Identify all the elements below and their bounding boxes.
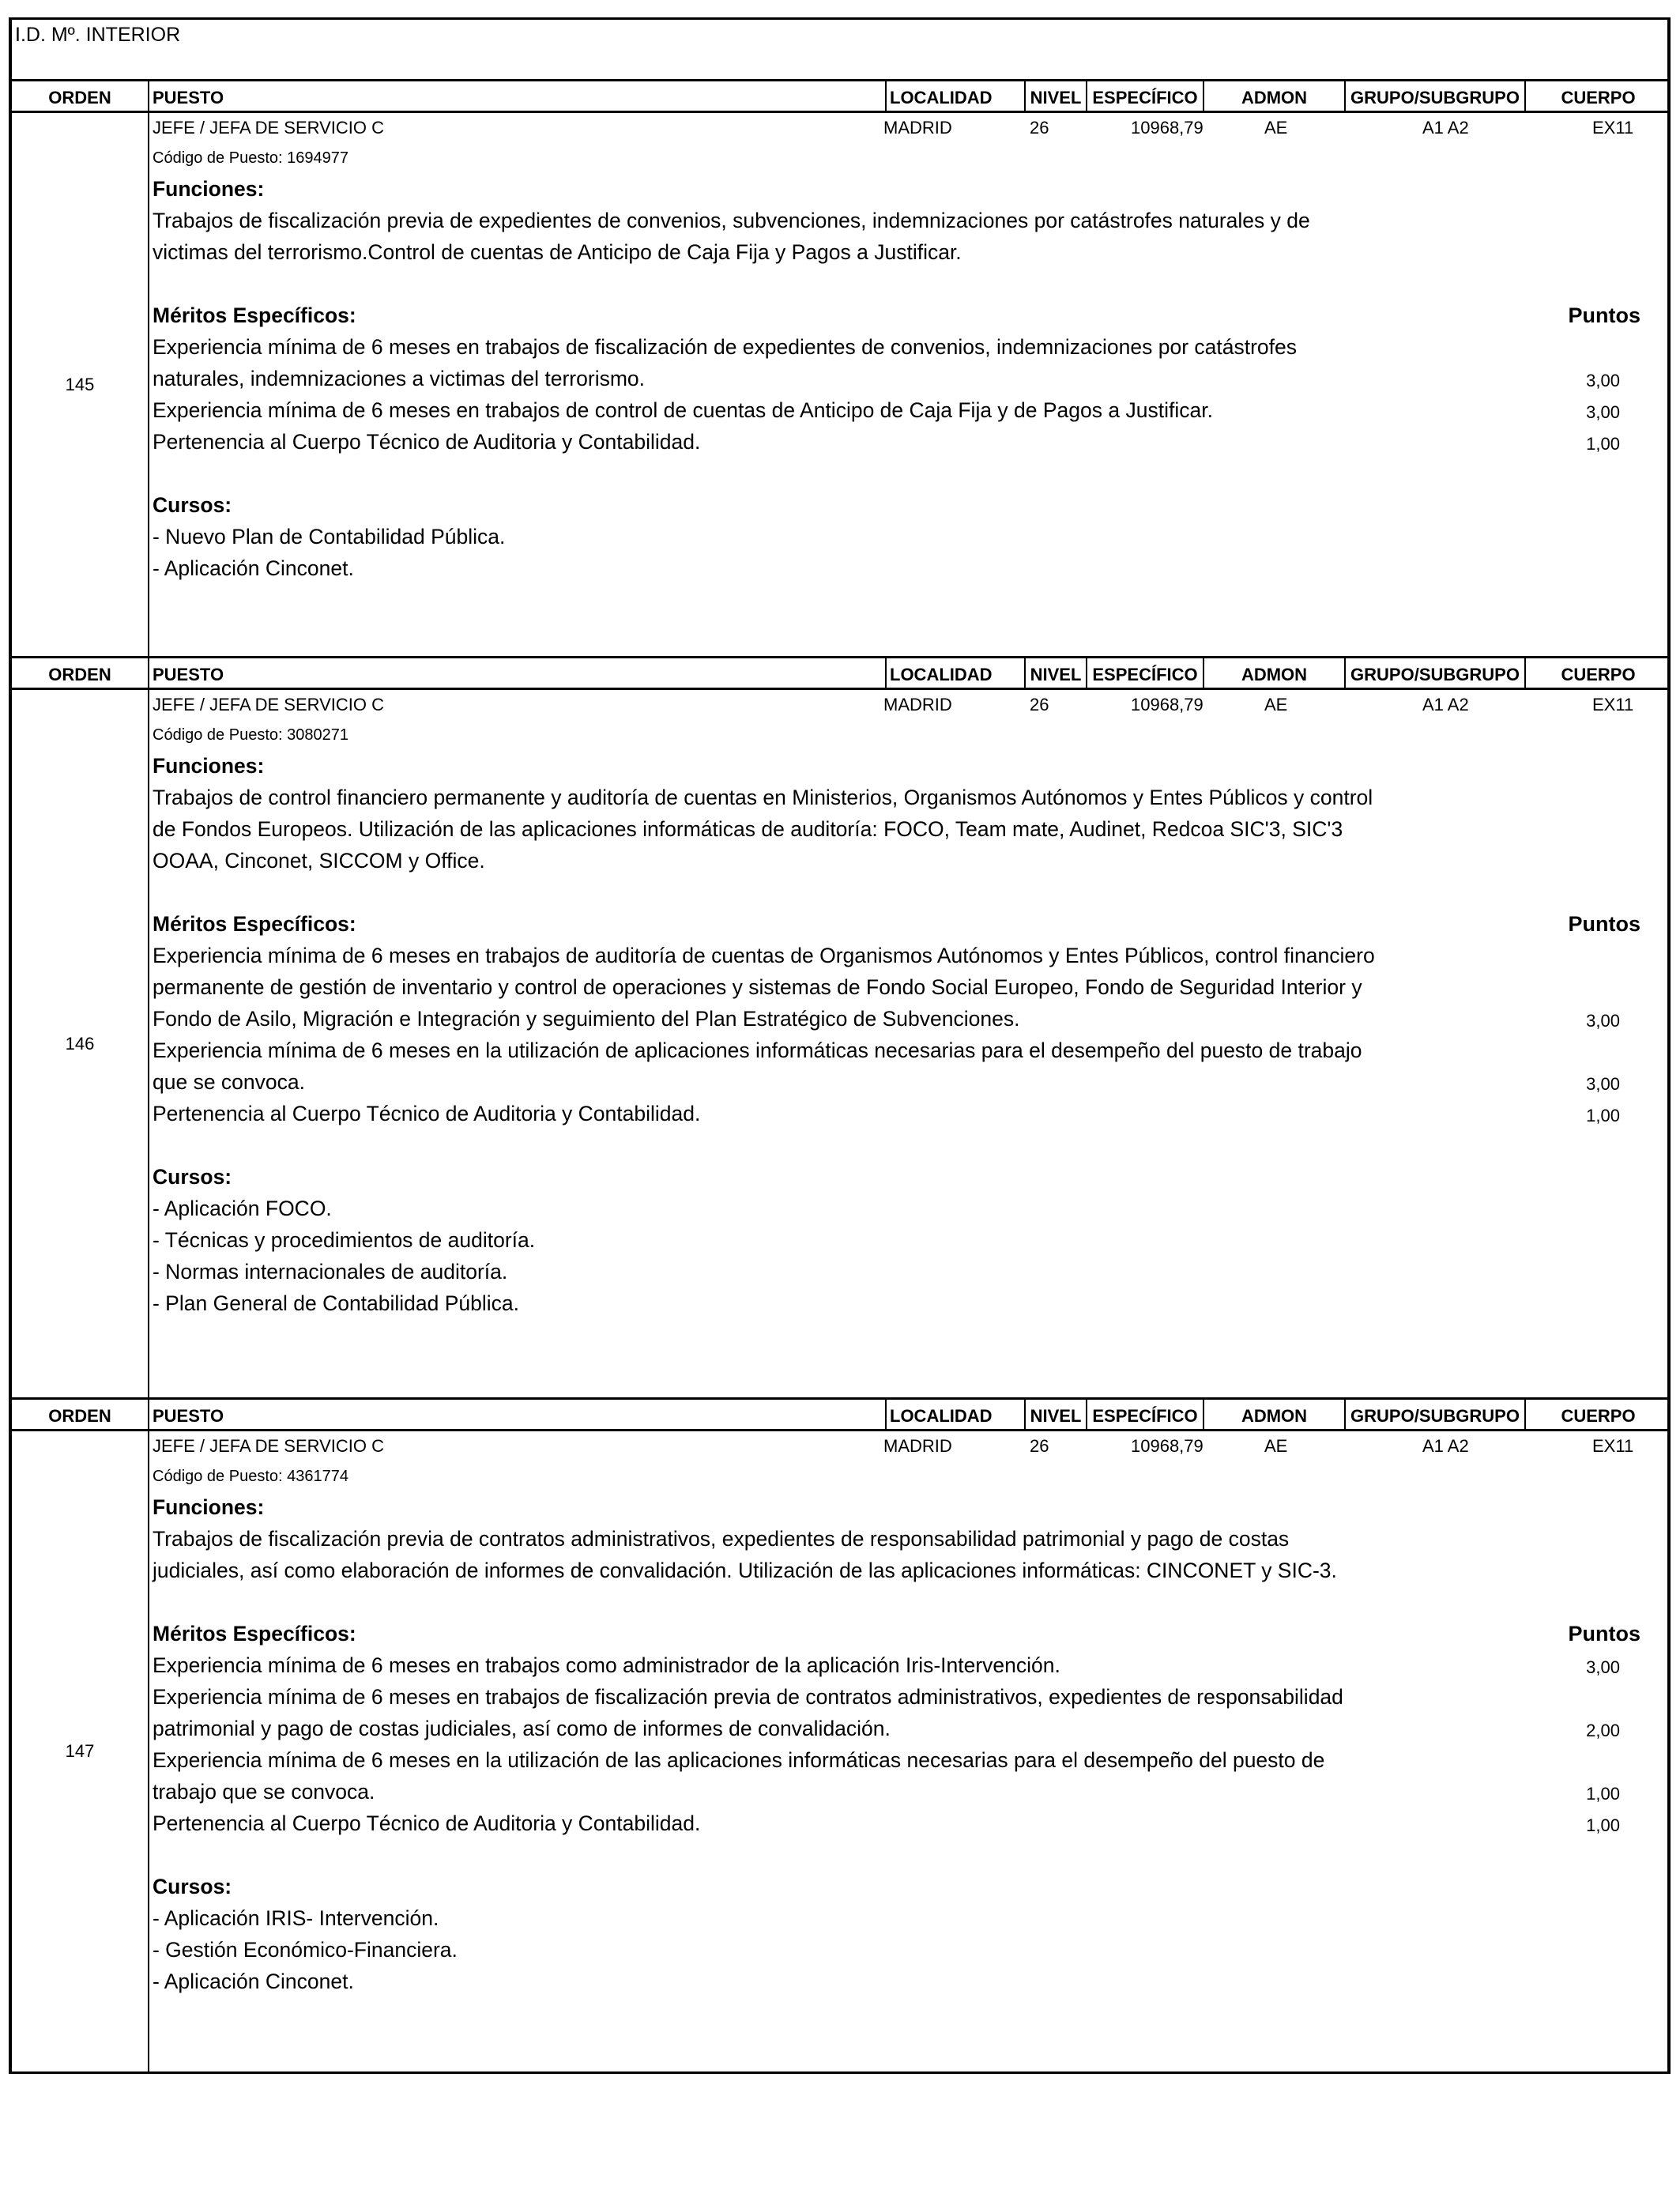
column-header-localidad: LOCALIDAD (887, 81, 1026, 111)
merito-points: 3,00 (1586, 371, 1620, 390)
cuerpo-value: EX11 (1592, 118, 1634, 138)
merito-text: permanente de gestión de inventario y control de operaciones y sistemas de Fondo Social Europeo, Fondo de Seguridad Interior y (153, 975, 1362, 999)
merito-text: Pertenencia al Cuerpo Técnico de Auditoria y Contabilidad. (153, 1102, 701, 1125)
merito-line (153, 394, 1667, 426)
merito-points: 1,00 (1586, 434, 1620, 454)
funciones-line: de Fondos Europeos. Utilización de las aplicaciones informáticas de auditoría: FOCO, Team mate, Audinet, Redcoa SIC'3, SIC'3 (153, 817, 1343, 841)
admon-value: AE (1264, 118, 1288, 138)
merito-line (153, 331, 1667, 363)
curso-item: - Técnicas y procedimientos de auditoría. (153, 1228, 536, 1252)
curso-item: - Aplicación IRIS- Intervención. (153, 1906, 439, 1930)
record-summary-row (149, 118, 1667, 141)
merito-line (153, 1808, 1667, 1839)
funciones-heading: Funciones: (153, 1495, 265, 1519)
codigo-puesto: Código de Puesto: 4361774 (153, 1468, 348, 1485)
merito-points: 3,00 (1586, 1011, 1620, 1031)
column-header-admon: ADMON (1204, 1400, 1346, 1429)
admon-value: AE (1264, 1436, 1288, 1456)
merito-line (153, 1035, 1667, 1066)
column-header-especifico: ESPECÍFICO (1087, 81, 1204, 111)
merito-text: Fondo de Asilo, Migración e Integración y seguimiento del Plan Estratégico de Subvenciones. (153, 1007, 1020, 1031)
column-header-cuerpo: CUERPO (1561, 87, 1636, 107)
funciones-line: judiciales, así como elaboración de informes de convalidación. Utilización de las aplicaciones informáticas: CINCONET y SIC-3. (153, 1559, 1337, 1582)
record-details (153, 173, 1667, 584)
merito-line (153, 1003, 1667, 1035)
record-row (12, 690, 1667, 1400)
puntos-heading: Puntos (1568, 912, 1640, 936)
column-header-row (12, 658, 1667, 690)
orden-value: 146 (12, 690, 149, 1397)
meritos-heading-row (153, 1618, 1667, 1649)
nivel-value: 26 (1030, 118, 1049, 138)
ministry-title: I.D. Mº. INTERIOR (12, 20, 1667, 81)
localidad-value: MADRID (883, 695, 952, 714)
merito-line (153, 1066, 1667, 1098)
column-header-orden: ORDEN (12, 1400, 149, 1429)
record-details (153, 1491, 1667, 1997)
merito-text: Experiencia mínima de 6 meses en trabajos de fiscalización previa de contratos administrativos, expedientes de responsabilidad (153, 1685, 1343, 1709)
column-header-row (12, 1400, 1667, 1431)
puesto-value: JEFE / JEFA DE SERVICIO C (153, 1436, 385, 1456)
spacer (153, 876, 1667, 908)
merito-line (153, 1649, 1667, 1681)
funciones-line: Trabajos de fiscalización previa de expedientes de convenios, subvenciones, indemnizaciones por catástrofes naturales y de (153, 209, 1310, 232)
merito-text: Experiencia mínima de 6 meses en trabajos como administrador de la aplicación Iris-Intervención. (153, 1653, 1060, 1677)
record-summary-row (149, 1436, 1667, 1460)
record-row (12, 1431, 1667, 2071)
meritos-heading: Méritos Específicos: (153, 1622, 356, 1646)
column-header-row (12, 81, 1667, 113)
merito-line (153, 1776, 1667, 1808)
admon-value: AE (1264, 695, 1288, 714)
grupo-value: A1 A2 (1422, 1436, 1469, 1456)
record-body (149, 113, 1667, 656)
merito-points: 3,00 (1586, 402, 1620, 422)
merito-points: 1,00 (1586, 1106, 1620, 1125)
spacer (153, 458, 1667, 489)
orden-value: 147 (12, 1431, 149, 2071)
spacer (153, 1839, 1667, 1871)
spacer (153, 1586, 1667, 1618)
puesto-value: JEFE / JEFA DE SERVICIO C (153, 118, 385, 138)
column-header-puesto: PUESTO (149, 1400, 887, 1429)
merito-text: patrimonial y pago de costas judiciales, así como de informes de convalidación. (153, 1717, 891, 1740)
codigo-puesto: Código de Puesto: 3080271 (153, 726, 348, 744)
column-header-grupo: GRUPO/SUBGRUPO (1346, 1400, 1526, 1429)
record-details (153, 750, 1667, 1319)
merito-line (153, 1744, 1667, 1776)
cursos-heading: Cursos: (153, 1875, 232, 1898)
merito-text: que se convoca. (153, 1070, 305, 1094)
especifico-value: 10968,79 (1131, 695, 1203, 714)
column-header-admon: ADMON (1204, 658, 1346, 688)
column-header-grupo: GRUPO/SUBGRUPO (1346, 81, 1526, 111)
meritos-heading: Méritos Específicos: (153, 303, 356, 327)
curso-item: - Plan General de Contabilidad Pública. (153, 1291, 520, 1315)
merito-points: 3,00 (1586, 1657, 1620, 1677)
record-body (149, 1431, 1667, 2071)
grupo-value: A1 A2 (1422, 118, 1469, 138)
merito-text: Pertenencia al Cuerpo Técnico de Auditoria y Contabilidad. (153, 1811, 701, 1835)
merito-points: 1,00 (1586, 1784, 1620, 1804)
records-container (12, 81, 1667, 2071)
funciones-line: victimas del terrorismo.Control de cuentas de Anticipo de Caja Fija y Pagos a Justificar. (153, 240, 962, 264)
merito-line (153, 1098, 1667, 1129)
cuerpo-value: EX11 (1592, 1436, 1634, 1456)
merito-text: Experiencia mínima de 6 meses en la utilización de aplicaciones informáticas necesarias para el desempeño del puesto de trabajo (153, 1039, 1362, 1062)
nivel-value: 26 (1030, 1436, 1049, 1456)
merito-text: trabajo que se convoca. (153, 1780, 375, 1804)
column-header-especifico: ESPECÍFICO (1087, 1400, 1204, 1429)
merito-points: 2,00 (1586, 1721, 1620, 1740)
column-header-nivel: NIVEL (1026, 1400, 1087, 1429)
curso-item: - Aplicación Cinconet. (153, 1970, 354, 1993)
merito-text: Pertenencia al Cuerpo Técnico de Auditoria y Contabilidad. (153, 430, 701, 454)
merito-line (153, 971, 1667, 1003)
merito-line (153, 1681, 1667, 1713)
funciones-heading: Funciones: (153, 177, 265, 201)
spacer (153, 268, 1667, 300)
nivel-value: 26 (1030, 695, 1049, 714)
merito-line (153, 426, 1667, 458)
merito-text: naturales, indemnizaciones a victimas del terrorismo. (153, 367, 646, 390)
record-row (12, 113, 1667, 658)
especifico-value: 10968,79 (1131, 1436, 1203, 1456)
orden-value: 145 (12, 113, 149, 656)
cursos-heading: Cursos: (153, 493, 232, 517)
funciones-line: Trabajos de fiscalización previa de contratos administrativos, expedientes de responsabilidad patrimonial y pago de costas (153, 1527, 1290, 1551)
cursos-heading: Cursos: (153, 1165, 232, 1189)
puntos-heading: Puntos (1568, 303, 1640, 327)
funciones-line: OOAA, Cinconet, SICCOM y Office. (153, 849, 485, 873)
column-header-especifico: ESPECÍFICO (1087, 658, 1204, 688)
meritos-heading-row (153, 300, 1667, 331)
localidad-value: MADRID (883, 118, 952, 138)
especifico-value: 10968,79 (1131, 118, 1203, 138)
merito-text: Experiencia mínima de 6 meses en trabajos de auditoría de cuentas de Organismos Autónomos y Entes Públicos, control financiero (153, 944, 1375, 967)
merito-points: 3,00 (1586, 1074, 1620, 1094)
column-header-grupo: GRUPO/SUBGRUPO (1346, 658, 1526, 688)
document-table (9, 17, 1671, 2074)
column-header-admon: ADMON (1204, 81, 1346, 111)
merito-line (153, 940, 1667, 971)
merito-text: Experiencia mínima de 6 meses en trabajos de fiscalización de expedientes de convenios, indemnizaciones por catástrofes (153, 335, 1298, 359)
meritos-heading-row (153, 908, 1667, 940)
column-header-cuerpo: CUERPO (1561, 664, 1636, 684)
column-header-nivel: NIVEL (1026, 81, 1087, 111)
curso-item: - Aplicación FOCO. (153, 1197, 332, 1220)
grupo-value: A1 A2 (1422, 695, 1469, 714)
curso-item: - Aplicación Cinconet. (153, 556, 354, 580)
funciones-heading: Funciones: (153, 754, 265, 778)
column-header-nivel: NIVEL (1026, 658, 1087, 688)
column-header-puesto: PUESTO (149, 81, 887, 111)
localidad-value: MADRID (883, 1436, 952, 1456)
curso-item: - Gestión Económico-Financiera. (153, 1938, 458, 1962)
column-header-localidad: LOCALIDAD (887, 1400, 1026, 1429)
merito-line (153, 363, 1667, 394)
column-header-puesto: PUESTO (149, 658, 887, 688)
column-header-cuerpo: CUERPO (1561, 1405, 1636, 1426)
record-summary-row (149, 695, 1667, 718)
merito-points: 1,00 (1586, 1815, 1620, 1835)
spacer (153, 1129, 1667, 1161)
curso-item: - Nuevo Plan de Contabilidad Pública. (153, 525, 506, 548)
merito-text: Experiencia mínima de 6 meses en la utilización de las aplicaciones informáticas necesarias para el desempeño del puesto de (153, 1748, 1325, 1772)
record-body (149, 690, 1667, 1397)
codigo-puesto: Código de Puesto: 1694977 (153, 149, 348, 167)
funciones-line: Trabajos de control financiero permanente y auditoría de cuentas en Ministerios, Organismos Autónomos y Entes Públicos y control (153, 786, 1373, 809)
column-header-localidad: LOCALIDAD (887, 658, 1026, 688)
meritos-heading: Méritos Específicos: (153, 912, 356, 936)
column-header-orden: ORDEN (12, 81, 149, 111)
cuerpo-value: EX11 (1592, 695, 1634, 714)
column-header-orden: ORDEN (12, 658, 149, 688)
puntos-heading: Puntos (1568, 1622, 1640, 1646)
merito-text: Experiencia mínima de 6 meses en trabajos de control de cuentas de Anticipo de Caja Fija y de Pagos a Justificar. (153, 398, 1213, 422)
merito-line (153, 1713, 1667, 1744)
curso-item: - Normas internacionales de auditoría. (153, 1260, 508, 1284)
puesto-value: JEFE / JEFA DE SERVICIO C (153, 695, 385, 714)
